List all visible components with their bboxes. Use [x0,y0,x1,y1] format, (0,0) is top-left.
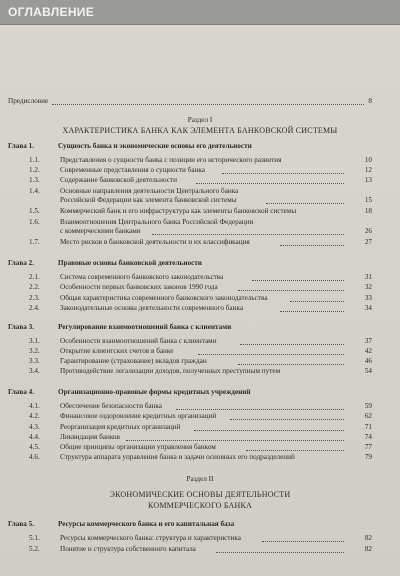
item-4-2-page: 62 [364,412,372,420]
item-2-2-page: 32 [364,283,372,291]
section1-label: Раздел I [187,116,213,124]
item-1-4-leader [266,203,344,204]
item-4-1-page: 59 [364,402,372,410]
item-3-1-text: Особенности взаимоотношений банка с клиентами [60,337,217,345]
item-1-6-text-cont: с коммерческими банками [60,227,141,235]
item-1-1-num: 1.1. [29,156,40,164]
item-4-4-text: Ликвидация банков [60,433,120,441]
item-1-3-num: 1.3. [29,176,40,184]
item-1-2-page: 12 [364,166,372,174]
item-1-6-leader [152,234,344,235]
chapter-5-title: Ресурсы коммерческого банка и его капитальная база [58,520,235,528]
item-2-2-text: Особенности первых банковских законов 1990 года [60,283,218,291]
item-1-4-text: Основные направления деятельности Центрального банка [60,187,239,195]
item-4-2-leader [230,419,344,420]
item-3-3-page: 46 [364,357,372,365]
item-4-5-leader [246,450,344,451]
item-4-6-text: Структура аппарата управления банка и задачи основных его подразделений [60,453,295,461]
section2-label: Раздел II [186,475,214,483]
item-1-7-leader [280,245,344,246]
item-3-2-num: 3.2. [29,347,40,355]
item-2-3-num: 2.3. [29,294,40,302]
item-2-1-text: Система современного банковского законодательства [60,273,224,281]
item-2-3-text: Общая характеристика современного банковского законодательства [60,294,268,302]
item-2-3-page: 33 [364,294,372,302]
item-1-3-leader [196,183,344,184]
item-4-6-page: 79 [364,453,372,461]
item-2-4-num: 2.4. [29,304,40,312]
item-1-1-text: Представления о сущности банка с позиции его исторического развития [60,156,282,164]
item-3-1-num: 3.1. [29,337,40,345]
chapter-1-title: Сущность банка и экономические основы его деятельности [58,142,252,150]
chapter-3-number: Глава 3. [8,323,35,331]
item-4-1-leader [176,409,344,410]
item-1-6-text: Взаимоотношения Центрального банка Российской Федерации [60,218,254,226]
item-4-3-num: 4.3. [29,423,40,431]
item-1-2-text: Современные представления о сущности банка [60,166,205,174]
chapter-3-title: Регулирование взаимоотношений банка с клиентами [58,323,232,331]
item-3-1-leader [240,344,344,345]
section2-title-line1: ЭКОНОМИЧЕСКИЕ ОСНОВЫ ДЕЯТЕЛЬНОСТИ [109,490,291,499]
item-3-1-page: 37 [364,337,372,345]
section1-title: ХАРАКТЕРИСТИКА БАНКА КАК ЭЛЕМЕНТА БАНКОВСКОЙ СИСТЕМЫ [62,126,338,135]
chapter-4-number: Глава 4. [8,388,35,396]
item-4-2-num: 4.2. [29,412,40,420]
item-4-3-text: Реорганизация кредитных организаций [60,423,181,431]
item-5-1-page: 82 [364,534,372,542]
section2-title-line2: КОММЕРЧЕСКОГО БАНКА [148,501,252,510]
chapter-2-number: Глава 2. [8,259,35,267]
item-4-5-num: 4.5. [29,443,40,451]
item-5-2-page: 82 [364,545,372,553]
item-2-1-num: 2.1. [29,273,40,281]
item-4-4-leader [126,440,344,441]
item-1-7-page: 27 [364,238,372,246]
item-1-5-text: Коммерческий банк и его инфраструктура как элементы банковской системы [60,207,297,215]
item-1-3-text: Содержание банковской деятельности [60,176,177,184]
item-1-2-leader [222,173,344,174]
item-2-4-text: Законодательные основы деятельности современного банка [60,304,244,312]
item-4-1-text: Обеспечение безопасности банка [60,402,162,410]
item-3-2-text: Открытие клиентских счетов в банке [60,347,174,355]
chapter-5-number: Глава 5. [8,520,35,528]
preface-page: 8 [368,97,372,105]
item-4-4-page: 74 [364,433,372,441]
item-3-2-leader [198,354,344,355]
item-3-4-num: 3.4. [29,367,40,375]
chapter-1-number: Глава 1. [8,142,35,150]
item-5-2-text: Понятие и структура собственного капитала [60,545,196,553]
item-3-4-page: 54 [364,367,372,375]
item-4-4-num: 4.4. [29,433,40,441]
item-1-7-text: Место рисков в банковской деятельности и их классификация [60,238,250,246]
item-3-3-text: Гарантирование (страхование) вкладов граждан [60,357,207,365]
item-1-7-num: 1.7. [29,238,40,246]
item-5-2-num: 5.2. [29,545,40,553]
item-5-2-leader [216,552,344,553]
item-1-5-num: 1.5. [29,207,40,215]
item-1-1-page: 10 [364,156,372,164]
item-2-4-leader [280,311,344,312]
chapter-2-title: Правовые основы банковской деятельности [58,259,202,267]
item-4-5-page: 77 [364,443,372,451]
item-4-6-num: 4.6. [29,453,40,461]
item-1-5-page: 18 [364,207,372,215]
item-1-4-page: 15 [364,196,372,204]
item-1-4-text-cont: Российской Федерации как элемента банковской системы [60,196,237,204]
item-1-4-num: 1.4. [29,187,40,195]
header-bar [0,0,400,25]
item-2-3-leader [290,301,344,302]
item-2-2-leader [238,290,344,291]
item-3-3-num: 3.3. [29,357,40,365]
item-4-2-text: Финансовое оздоровление кредитных организаций [60,412,217,420]
item-1-2-num: 1.2. [29,166,40,174]
item-4-5-text: Общие принципы организации управления банком [60,443,216,451]
page-title: ОГЛАВЛЕНИЕ [8,5,95,19]
item-2-2-num: 2.2. [29,283,40,291]
preface-leader [52,104,364,105]
item-5-1-leader [262,541,344,542]
item-2-1-page: 31 [364,273,372,281]
item-5-1-num: 5.1. [29,534,40,542]
item-2-4-page: 34 [364,304,372,312]
item-1-6-num: 1.6. [29,218,40,226]
item-4-1-num: 4.1. [29,402,40,410]
item-3-2-page: 42 [364,347,372,355]
item-4-3-leader [194,430,344,431]
item-5-1-text: Ресурсы коммерческого банка: структура и характеристика [60,534,241,542]
item-2-1-leader [252,280,344,281]
preface-label: Предисловие [8,97,49,105]
chapter-4-title: Организационно-правовые формы кредитных учреждений [58,388,251,396]
item-3-3-leader [238,364,344,365]
item-1-6-page: 26 [364,227,372,235]
item-1-3-page: 13 [364,176,372,184]
item-4-3-page: 71 [364,423,372,431]
item-3-4-text: Противодействие легализации доходов, полученных преступным путем [60,367,281,375]
